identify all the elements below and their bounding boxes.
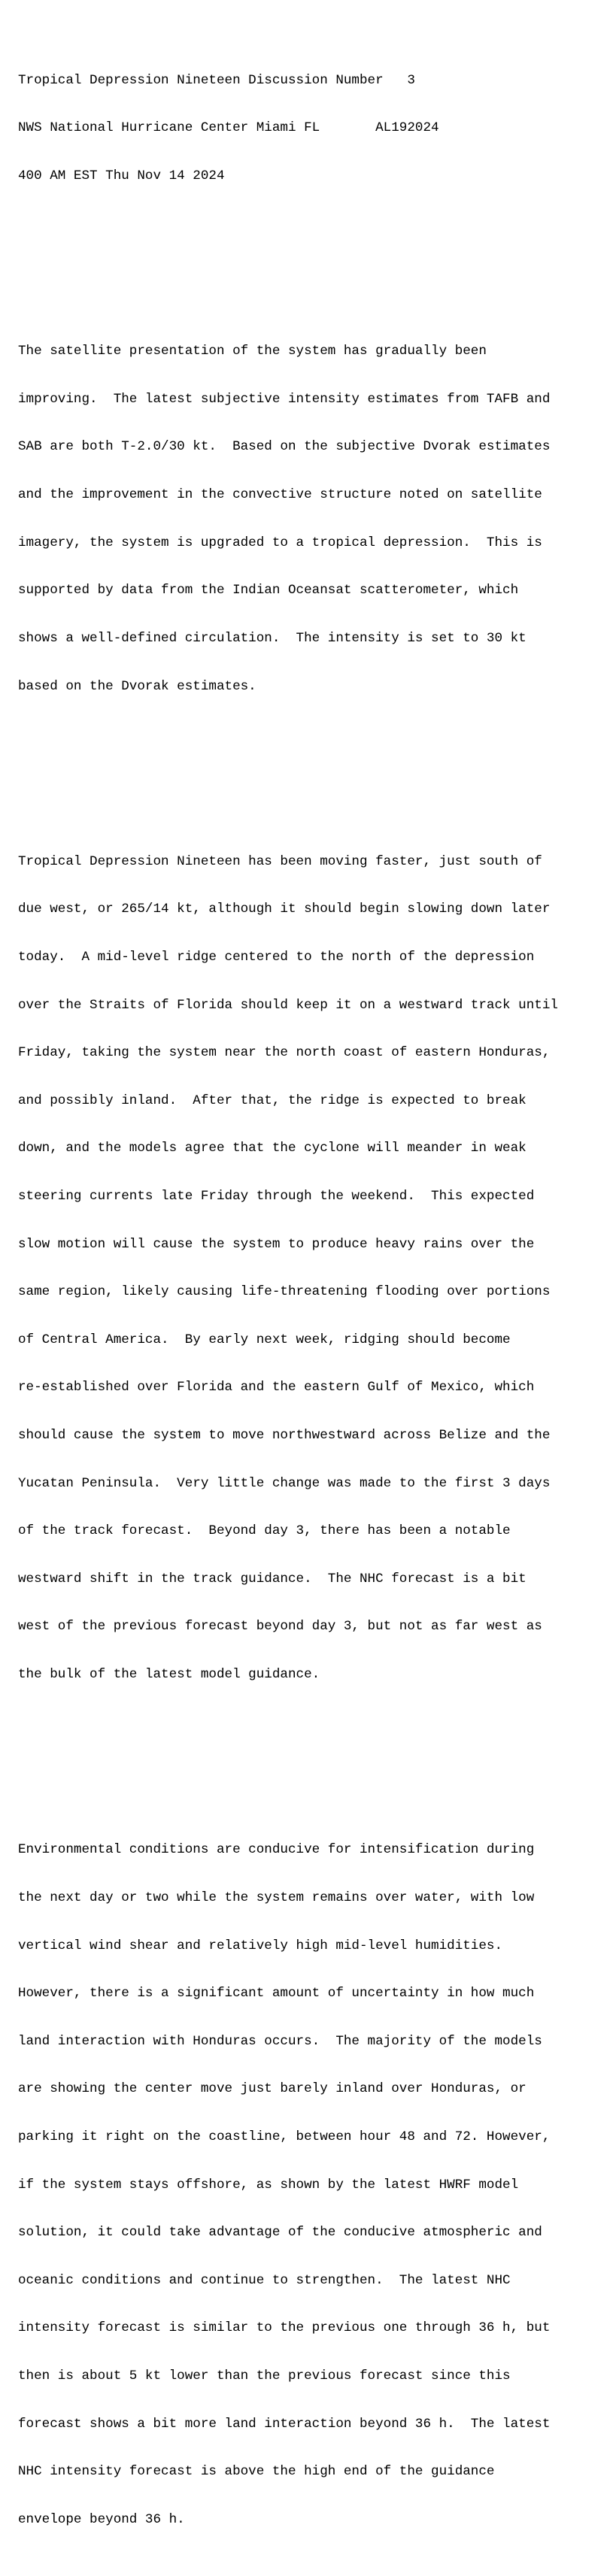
text-line: shows a well-defined circulation. The intensity is set to 30 kt — [18, 630, 527, 646]
header-title-line: Tropical Depression Nineteen Discussion Number 3 — [18, 72, 415, 88]
text-line: over the Straits of Florida should keep it on a westward track until — [18, 997, 558, 1013]
text-line: west of the previous forecast beyond day 3, but not as far west as — [18, 1619, 542, 1635]
text-line: SAB are both T-2.0/30 kt. Based on the subjective Dvorak estimates — [18, 439, 551, 455]
paragraph-intensity — [18, 1811, 608, 2560]
text-line: then is about 5 kt lower than the previous forecast since this — [18, 2368, 511, 2384]
text-line: due west, or 265/14 kt, although it should begin slowing down later — [18, 902, 551, 917]
text-line: However, there is a significant amount of uncertainty in how much — [18, 1986, 535, 2002]
text-line: imagery, the system is upgraded to a tropical depression. This is — [18, 535, 542, 550]
text-line: supported by data from the Indian Oceansat scatterometer, which — [18, 583, 519, 599]
text-line: solution, it could take advantage of the conducive atmospheric and — [18, 2225, 542, 2241]
text-line: vertical wind shear and relatively high mid-level humidities. — [18, 1938, 503, 1953]
text-line: oceanic conditions and continue to strengthen. The latest NHC — [18, 2272, 511, 2288]
blank-line — [18, 248, 608, 264]
text-line: of Central America. By early next week, ridging should become — [18, 1332, 511, 1347]
text-line: based on the Dvorak estimates. — [18, 678, 256, 694]
discussion-document — [18, 9, 608, 2576]
text-line: of the track forecast. Beyond day 3, there has been a notable — [18, 1523, 511, 1539]
text-line: envelope beyond 36 h. — [18, 2511, 185, 2527]
text-line: NHC intensity forecast is above the high end of the guidance — [18, 2464, 495, 2480]
text-line: Tropical Depression Nineteen has been moving faster, just south of — [18, 853, 542, 869]
text-line: forecast shows a bit more land interaction beyond 36 h. The latest — [18, 2416, 551, 2432]
header-datetime-line: 400 AM EST Thu Nov 14 2024 — [18, 168, 225, 184]
text-line: westward shift in the track guidance. The NHC forecast is a bit — [18, 1571, 527, 1587]
text-line: should cause the system to move northwestward across Belize and the — [18, 1428, 551, 1444]
header-office-line: NWS National Hurricane Center Miami FL AL192024 — [18, 120, 439, 136]
text-line: if the system stays offshore, as shown by the latest HWRF model — [18, 2177, 519, 2193]
blank-line — [18, 759, 608, 774]
text-line: slow motion will cause the system to produce heavy rains over the — [18, 1236, 535, 1252]
text-line: re-established over Florida and the eastern Gulf of Mexico, which — [18, 1380, 535, 1396]
text-line: are showing the center move just barely inland over Honduras, or — [18, 2081, 527, 2097]
text-line: the bulk of the latest model guidance. — [18, 1667, 320, 1683]
text-line: land interaction with Honduras occurs. The majority of the models — [18, 2033, 542, 2049]
text-line: steering currents late Friday through the weekend. This expected — [18, 1189, 535, 1204]
text-line: intensity forecast is similar to the previous one through 36 h, but — [18, 2320, 551, 2336]
text-line: and the improvement in the convective structure noted on satellite — [18, 487, 542, 503]
paragraph-satellite — [18, 312, 608, 726]
text-line: parking it right on the coastline, between hour 48 and 72. However, — [18, 2129, 551, 2144]
text-line: Friday, taking the system near the north coast of eastern Honduras, — [18, 1045, 551, 1061]
blank-line — [18, 1747, 608, 1762]
text-line: and possibly inland. After that, the ridge is expected to break — [18, 1093, 527, 1108]
paragraph-track — [18, 822, 608, 1714]
text-line: Yucatan Peninsula. Very little change was made to the first 3 days — [18, 1475, 551, 1491]
text-line: down, and the models agree that the cyclone will meander in weak — [18, 1141, 527, 1156]
document-header — [18, 41, 608, 216]
text-line: the next day or two while the system remains over water, with low — [18, 1890, 535, 1905]
text-line: Environmental conditions are conducive for intensification during — [18, 1842, 535, 1858]
text-line: today. A mid-level ridge centered to the north of the depression — [18, 949, 535, 965]
text-line: The satellite presentation of the system has gradually been — [18, 344, 487, 359]
text-line: improving. The latest subjective intensity estimates from TAFB and — [18, 391, 551, 407]
text-line: same region, likely causing life-threatening flooding over portions — [18, 1284, 551, 1300]
